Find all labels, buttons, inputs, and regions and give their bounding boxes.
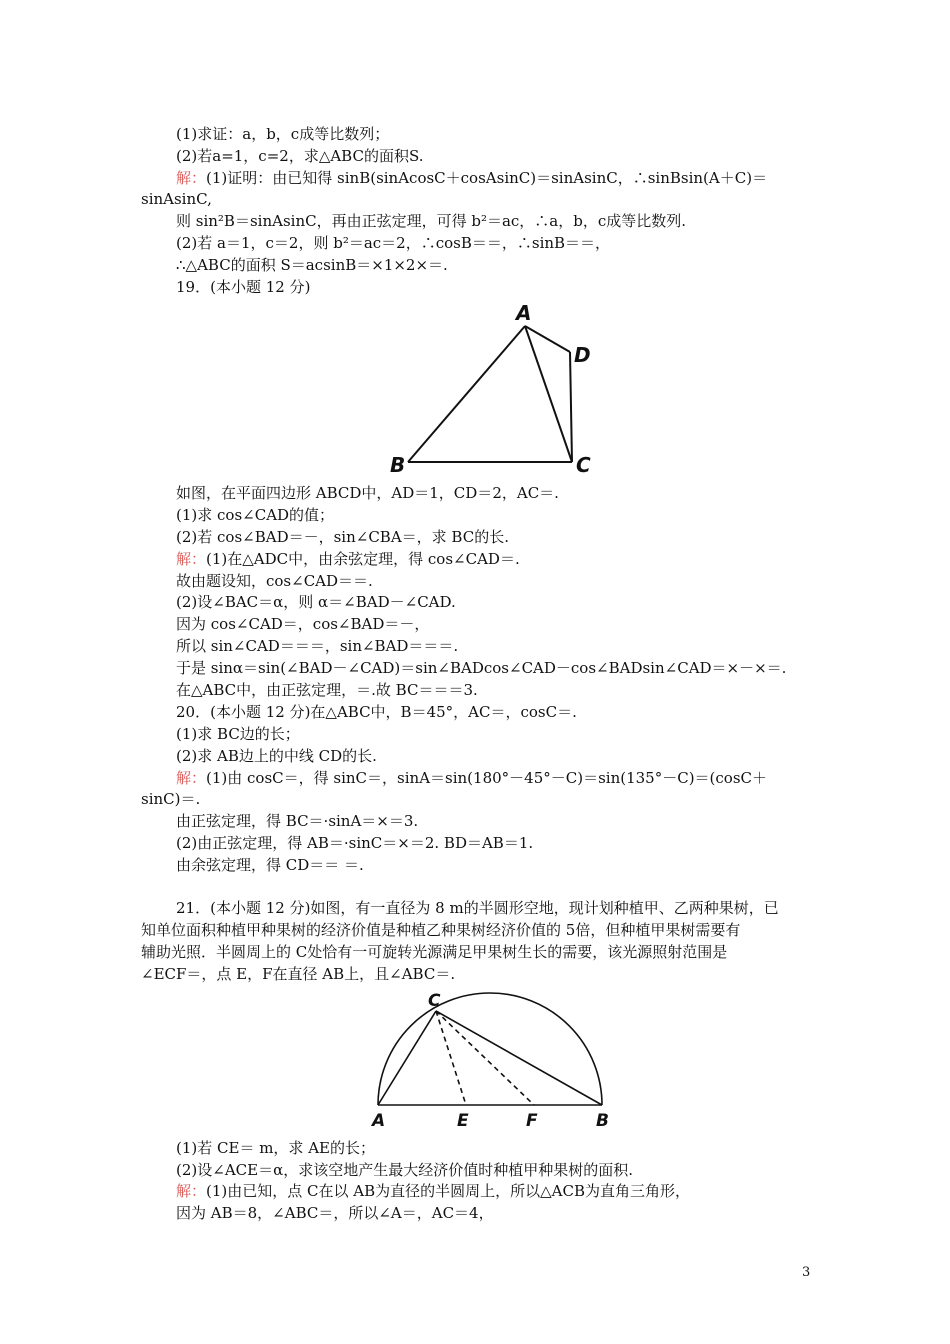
p18-s4: ∴△ABC的面积 S＝acsinB＝×1×2×＝. [176, 256, 448, 274]
point-label-e: E [457, 1111, 469, 1131]
p19-stem: 如图，在平面四边形 ABCD中，AD＝1，CD＝2，AC＝. [176, 484, 559, 502]
p20-q1: (1)求 BC边的长； [176, 725, 300, 743]
p18-s1a: (1)证明：由已知得 sinB(sinAcosC＋cosAsinC)＝sinAsinC，∴sinBsin(A＋C)＝ [206, 169, 768, 187]
p19-q2: (2)若 cos∠BAD＝－，sin∠CBA＝，求 BC的长. [176, 528, 509, 546]
solution-label: 解： [176, 769, 207, 787]
quadrilateral-figure [380, 300, 610, 480]
p20-s3: (2)由正弦定理，得 AB＝·sinC＝×＝2. BD＝AB＝1. [176, 834, 534, 852]
vertex-label-b: B [390, 453, 406, 477]
p21-stem-line1: 21．(本小题 12 分)如图，有一直径为 8 m的半圆形空地，现计划种植甲、乙两种果树，已 [176, 899, 779, 917]
p18-q1: (1)求证：a，b，c成等比数列； [176, 125, 390, 143]
semicircle-figure [360, 988, 630, 1136]
p20-s1b: sinC)＝. [141, 790, 201, 808]
p21-q2: (2)设∠ACE＝α，求该空地产生最大经济价值时种植甲种果树的面积. [176, 1161, 633, 1179]
p19-s4: 因为 cos∠CAD＝，cos∠BAD＝－， [176, 615, 430, 633]
p19-s7: 在△ABC中，由正弦定理，＝.故 BC＝＝＝3. [176, 681, 478, 699]
p19-s6: 于是 sinα＝sin(∠BAD－∠CAD)＝sin∠BADcos∠CAD－cos∠BADsin∠CAD＝×－×＝. [176, 659, 787, 677]
p19-title: 19．(本小题 12 分) [176, 278, 311, 296]
p18-solution-line1 [176, 168, 767, 188]
p21-stem-line2: 知单位面积种植甲种果树的经济价值是种植乙种果树经济价值的 5倍，但种植甲果树需要有 [141, 921, 741, 939]
p21-s1: (1)由已知，点 C在以 AB为直径的半圆周上，所以△ACB为直角三角形， [206, 1182, 691, 1200]
solution-label: 解： [176, 169, 207, 187]
point-label-a: A [372, 1111, 386, 1131]
p21-q1: (1)若 CE＝ m，求 AE的长； [176, 1139, 375, 1157]
p19-s3: (2)设∠BAC＝α，则 α＝∠BAD－∠CAD. [176, 593, 456, 611]
p20-solution-line1 [176, 768, 767, 788]
p20-s2: 由正弦定理，得 BC＝·sinA＝×＝3. [176, 812, 419, 830]
p18-s1b: sinAsinC, [141, 190, 212, 208]
solution-label: 解： [176, 1182, 207, 1200]
p21-solution-line1 [176, 1181, 690, 1201]
p20-q2: (2)求 AB边上的中线 CD的长. [176, 747, 377, 765]
p21-stem-line4: ∠ECF＝，点 E，F在直径 AB上，且∠ABC＝. [141, 965, 456, 983]
p19-s2: 故由题设知，cos∠CAD＝＝. [176, 572, 373, 590]
p19-solution-line1 [176, 549, 520, 569]
p20-s4: 由余弦定理，得 CD＝＝ ＝. [176, 856, 364, 874]
point-label-f: F [526, 1111, 538, 1131]
p18-q2: (2)若a=1，c=2，求△ABC的面积S. [176, 147, 424, 165]
point-label-c: C [428, 991, 441, 1011]
vertex-label-c: C [576, 453, 591, 477]
point-label-b: B [596, 1111, 609, 1131]
p21-stem-line3: 辅助光照．半圆周上的 C处恰有一可旋转光源满足甲果树生长的需要，该光源照射范围是 [141, 943, 728, 961]
p18-s2: 则 sin²B＝sinAsinC，再由正弦定理，可得 b²＝ac，∴a，b，c成等比数列. [176, 212, 687, 230]
p19-q1: (1)求 cos∠CAD的值； [176, 506, 335, 524]
p19-s5: 所以 sin∠CAD＝＝＝，sin∠BAD＝＝＝. [176, 637, 459, 655]
p19-s1: (1)在△ADC中，由余弦定理，得 cos∠CAD＝. [206, 550, 520, 568]
p21-s2: 因为 AB＝8，∠ABC＝，所以∠A＝，AC＝4， [176, 1204, 494, 1222]
p20-title: 20．(本小题 12 分)在△ABC中，B＝45°，AC＝，cosC＝. [176, 703, 577, 721]
page-number: 3 [802, 1265, 811, 1280]
solution-label: 解： [176, 550, 207, 568]
p20-s1a: (1)由 cosC＝，得 sinC＝，sinA＝sin(180°－45°－C)＝sin(135°－C)＝(cosC＋ [206, 769, 768, 787]
p18-s3: (2)若 a＝1，c＝2，则 b²＝ac＝2，∴cosB＝＝，∴sinB＝＝， [176, 234, 611, 252]
vertex-label-a: A [516, 301, 532, 325]
vertex-label-d: D [574, 343, 591, 367]
